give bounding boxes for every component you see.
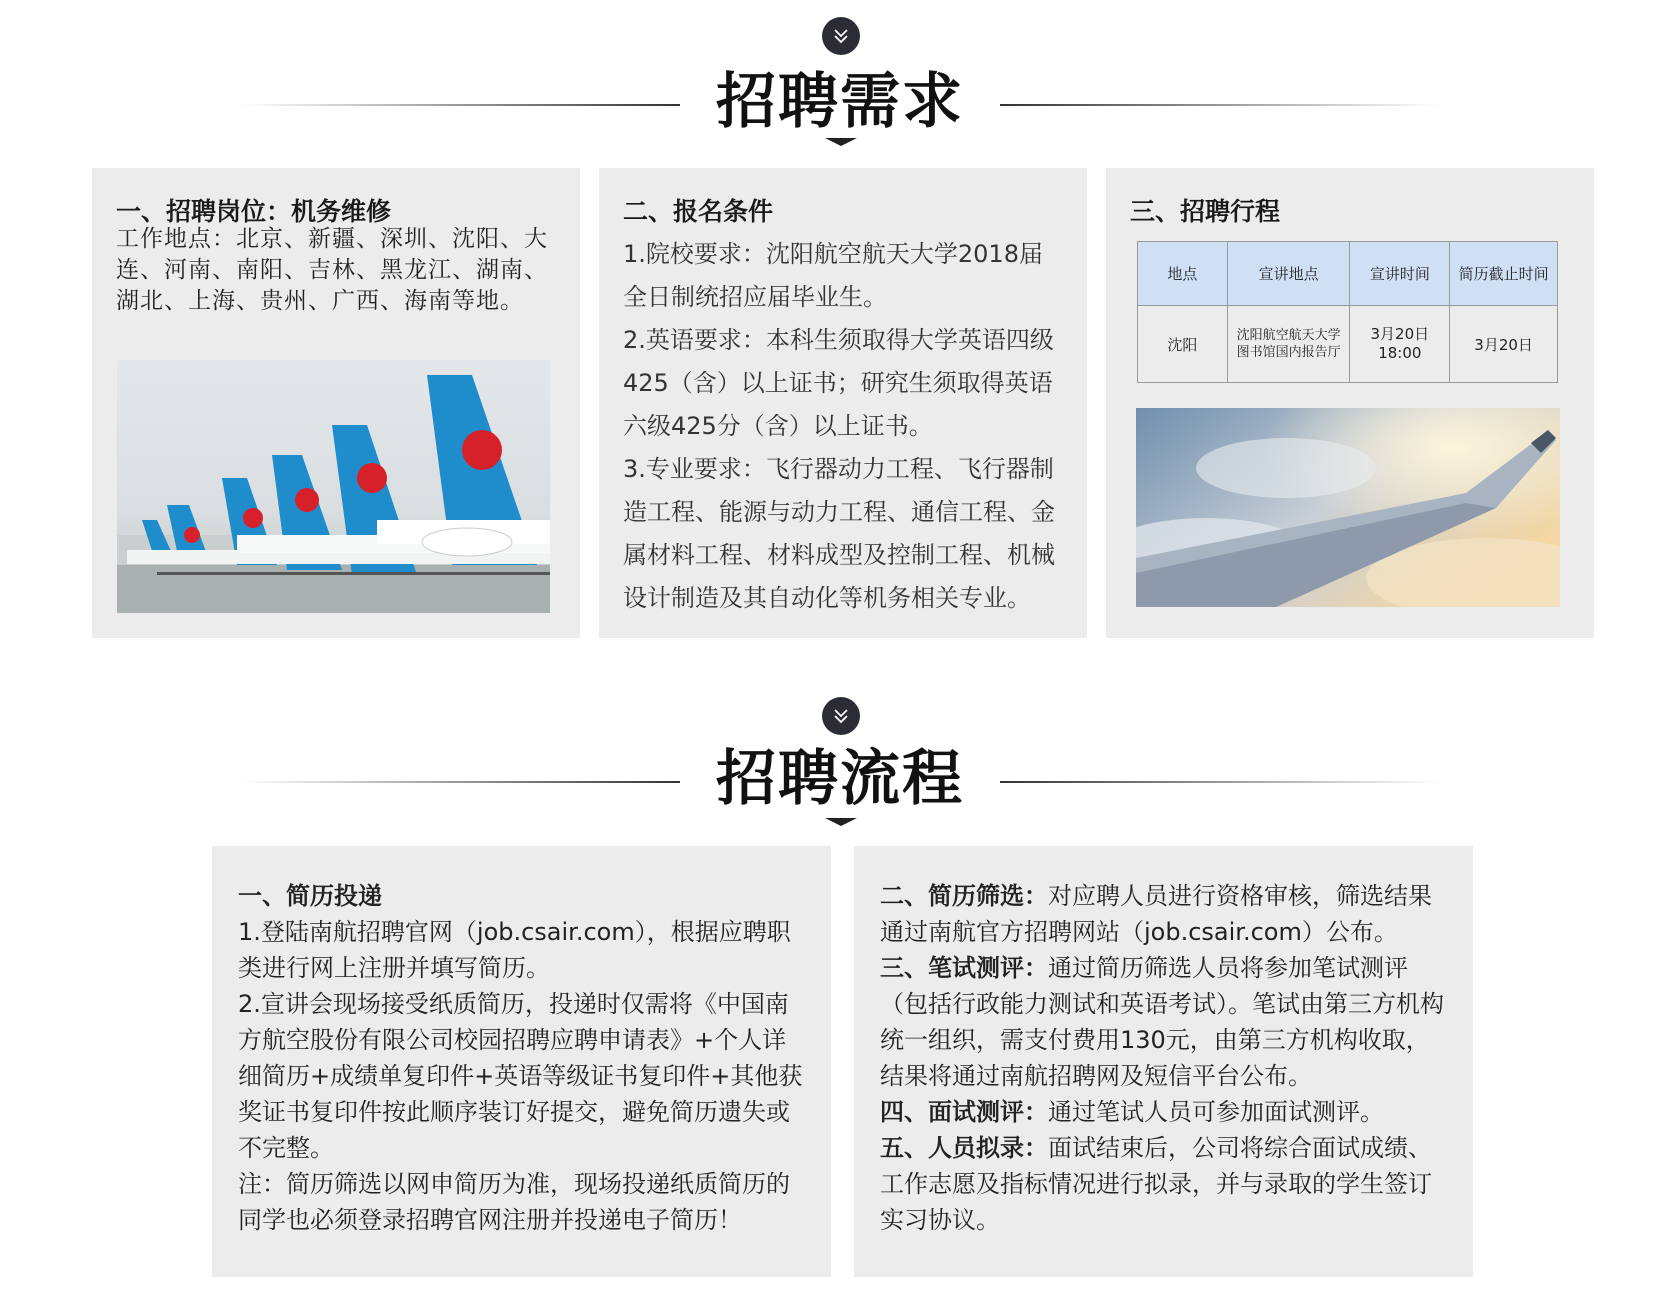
section-title-process: 招聘流程 — [716, 744, 964, 814]
airline-tails-photo — [117, 360, 550, 613]
card-conditions — [599, 168, 1087, 638]
card-resume-submission — [212, 846, 831, 1277]
cell-deadline: 3月20日 — [1450, 306, 1558, 383]
card-heading: 二、报名条件 — [623, 197, 774, 226]
chevron-double-down-icon — [822, 697, 860, 735]
card-schedule — [1106, 168, 1594, 638]
process-step-interview: 四、面试测评：通过笔试人员可参加面试测评。 — [880, 1098, 1384, 1126]
section-scroll-down-icon — [822, 17, 860, 55]
title-rule-left — [240, 781, 680, 783]
process-step-admission: 五、人员拟录：面试结束后，公司将综合面试成绩、工作志愿及指标情况进行拟录，并与录取的学生签订实习协议。 — [880, 1134, 1432, 1234]
tail-group — [127, 375, 550, 575]
header-venue: 宣讲地点 — [1227, 242, 1350, 306]
cell-city: 沈阳 — [1138, 306, 1228, 383]
section-title-requirements: 招聘需求 — [716, 67, 964, 137]
requirement-school: 1.院校要求：沈阳航空航天大学2018届全日制统招应届毕业生。 — [623, 240, 1043, 311]
venue-line-1: 沈阳航空航天大学 — [1236, 328, 1341, 343]
work-locations-text: 工作地点：北京、新疆、深圳、沈阳、大连、河南、南阳、吉林、黑龙江、湖南、湖北、上海、贵州、广西、海南等地。 — [116, 226, 548, 314]
airplane-wing-illustration — [1136, 408, 1560, 607]
title-notch — [825, 818, 857, 826]
section-scroll-down-icon — [822, 697, 860, 735]
airline-tails-illustration — [117, 360, 550, 613]
card-heading: 三、招聘行程 — [1130, 197, 1281, 226]
chevron-double-down-icon — [822, 17, 860, 55]
process-step-screening: 二、简历筛选：对应聘人员进行资格审核，筛选结果通过南航官方招聘网站（job.csair.com）公布。 — [880, 882, 1432, 946]
title-notch — [825, 138, 857, 146]
talk-time: 18:00 — [1378, 344, 1422, 362]
schedule-row — [1138, 306, 1558, 383]
title-rule-right — [1000, 104, 1440, 106]
submission-step-2: 2.宣讲会现场接受纸质简历，投递时仅需将《中国南方航空股份有限公司校园招聘应聘申请表》+个人详细简历+成绩单复印件+英语等级证书复印件+其他获奖证书复印件按此顺序装订好提交，避免简历遗失或不完整。 — [238, 990, 803, 1162]
header-deadline: 简历截止时间 — [1450, 242, 1558, 306]
requirement-english: 2.英语要求：本科生须取得大学英语四级425（含）以上证书；研究生须取得英语六级425分（含）以上证书。 — [623, 326, 1054, 440]
schedule-table — [1137, 241, 1558, 383]
talk-date: 3月20日 — [1370, 325, 1430, 343]
requirement-major: 3.专业要求：飞行器动力工程、飞行器制造工程、能源与动力工程、通信工程、金属材料工程、材料成型及控制工程、机械设计制造及其自动化等机务相关专业。 — [623, 455, 1055, 612]
title-rule-left — [240, 104, 680, 106]
submission-note: 注：简历筛选以网申简历为准，现场投递纸质简历的同学也必须登录招聘官网注册并投递电子简历！ — [238, 1170, 790, 1234]
schedule-header-row — [1138, 242, 1558, 306]
cell-time — [1350, 306, 1450, 383]
header-city: 地点 — [1138, 242, 1228, 306]
venue-line-2: 图书馆国内报告厅 — [1236, 345, 1341, 360]
cell-venue — [1227, 306, 1350, 383]
card-position — [92, 168, 580, 638]
process-step-written-test: 三、笔试测评：通过简历筛选人员将参加笔试测评（包括行政能力测试和英语考试）。笔试由第三方机构统一组织，需支付费用130元，由第三方机构收取，结果将通过南航招聘网及短信平台公布。 — [880, 954, 1444, 1090]
title-rule-right — [1000, 781, 1440, 783]
airplane-wing-photo — [1136, 408, 1560, 607]
card-heading: 一、简历投递 — [238, 882, 382, 910]
header-time: 宣讲时间 — [1350, 242, 1450, 306]
card-heading: 一、招聘岗位：机务维修 — [116, 197, 392, 226]
card-process-steps — [854, 846, 1473, 1277]
submission-step-1: 1.登陆南航招聘官网（job.csair.com），根据应聘职类进行网上注册并填写简历。 — [238, 918, 791, 982]
